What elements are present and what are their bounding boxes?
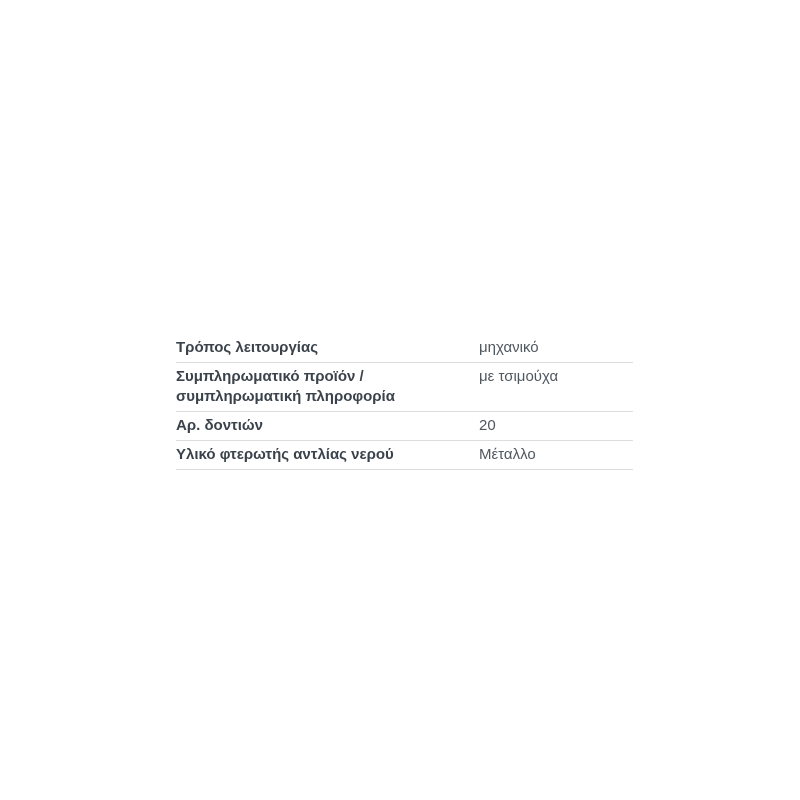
product-spec-table: [176, 334, 633, 470]
spec-row-operation-mode: [176, 334, 633, 363]
spec-label: Αρ. δοντιών: [176, 417, 263, 434]
spec-value: Μέταλλο: [479, 446, 536, 463]
spec-label: Συμπληρωματικό προϊόν / συμπληρωματική πληροφορία: [176, 368, 395, 405]
spec-row-impeller-material: [176, 441, 633, 470]
spec-value: με τσιμούχα: [479, 368, 559, 385]
spec-label: Τρόπος λειτουργίας: [176, 339, 318, 356]
spec-row-complementary-info: [176, 363, 633, 412]
spec-row-teeth-count: [176, 412, 633, 441]
spec-value: μηχανικό: [479, 339, 539, 356]
spec-label: Υλικό φτερωτής αντλίας νερού: [176, 446, 394, 463]
spec-value: 20: [479, 417, 496, 434]
